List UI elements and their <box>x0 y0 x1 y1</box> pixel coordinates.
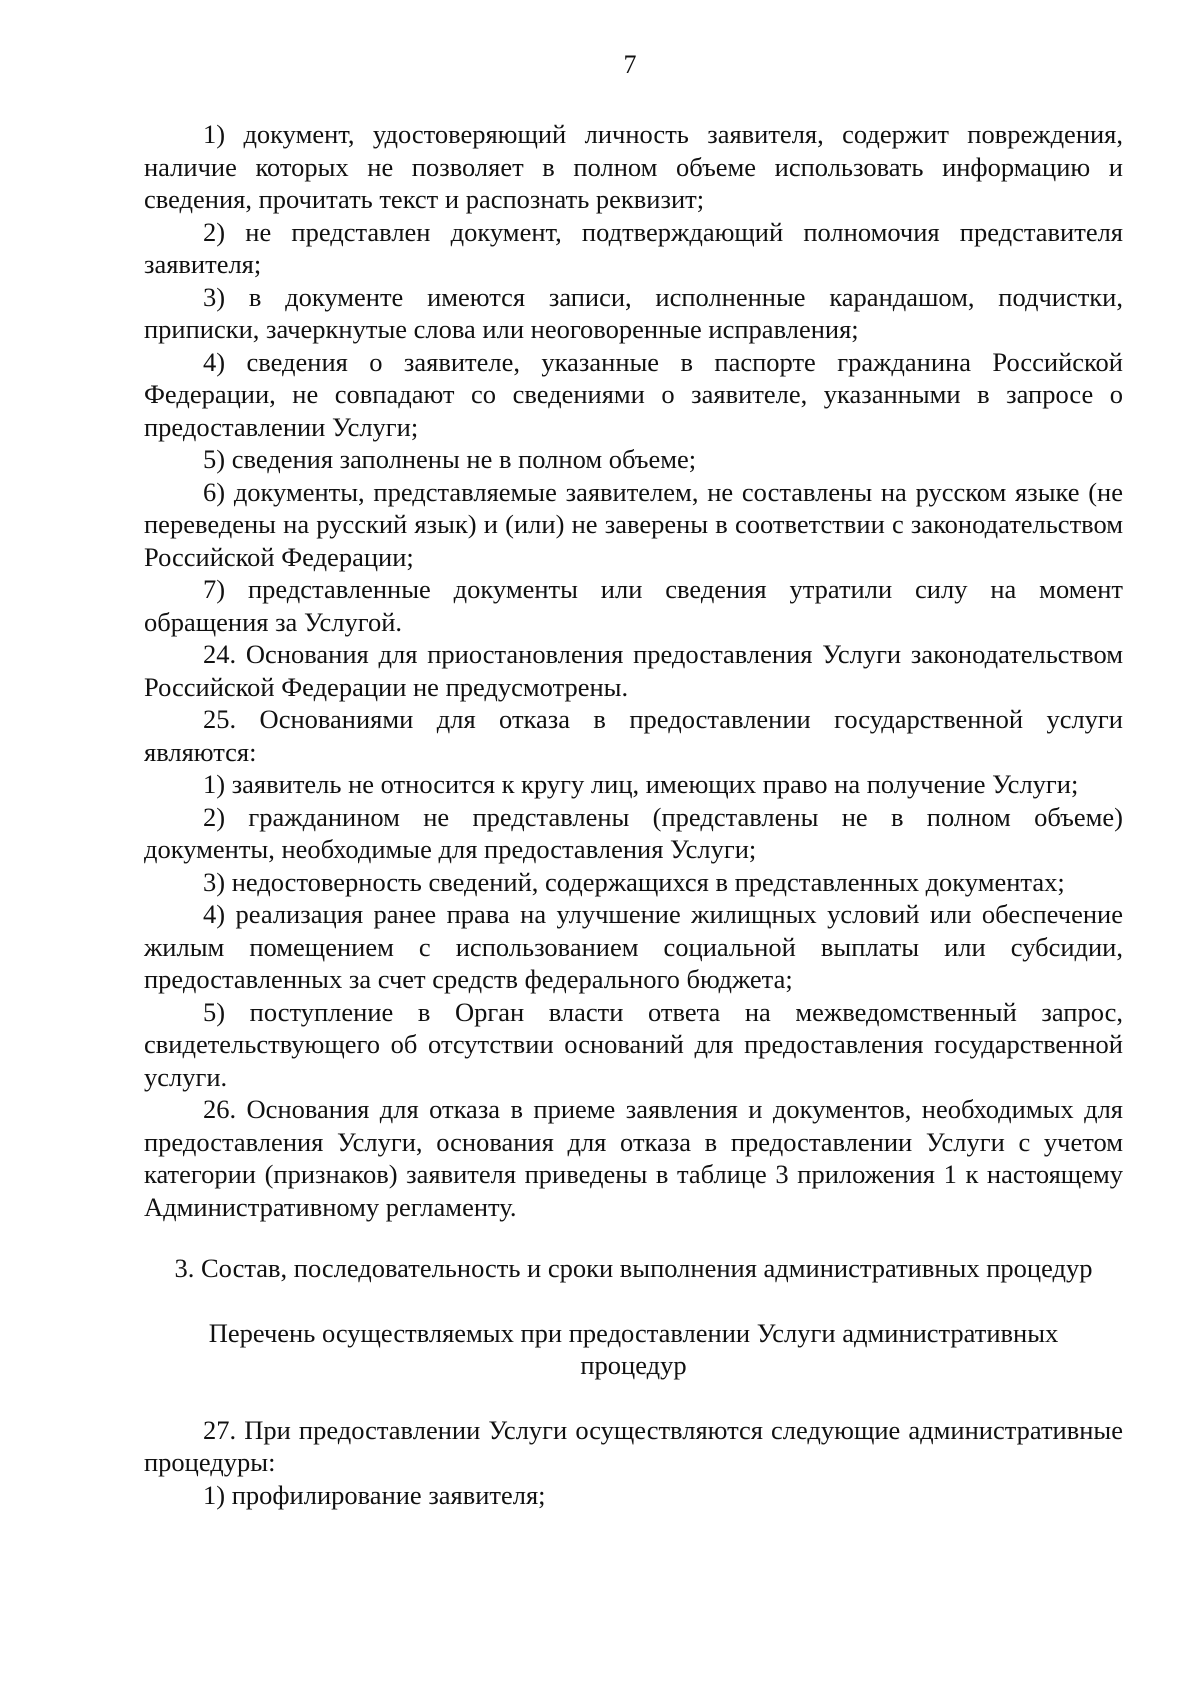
paragraph-item-4-mismatch: 4) сведения о заявителе, указанные в паспорте гражданина Российской Федерации, не совпадают со сведениями о заявителе, указанными в запросе о предоставлении Услуги; <box>144 346 1123 442</box>
paragraph-item-3-pencil-records: 3) в документе имеются записи, исполненные карандашом, подчистки, приписки, зачеркнутые слова или неоговоренные исправления; <box>144 281 1123 344</box>
paragraph-item-5-incomplete: 5) сведения заполнены не в полном объеме; <box>203 444 697 474</box>
paragraph-item-2-no-authority-doc: 2) не представлен документ, подтверждающий полномочия представителя заявителя; <box>144 216 1123 279</box>
paragraph-item-6-language: 6) документы, представляемые заявителем, не составлены на русском языке (не переведены на русский язык) и (или) не заверены в соответствии с законодательством Российской Федерации; <box>144 476 1123 572</box>
paragraph-refusal-4: 4) реализация ранее права на улучшение жилищных условий или обеспечение жилым помещением с использованием социальной выплаты или субсидии, предоставленных за счет средств федерального бюджета; <box>144 899 1123 994</box>
paragraph-clause-24: 24. Основания для приостановления предоставления Услуги законодательством Российской Федерации не предусмотрены. <box>144 639 1123 702</box>
paragraph-clause-25: 25. Основаниями для отказа в предоставлении государственной услуги являются: <box>144 704 1123 767</box>
subsection-heading: Перечень осуществляемых при предоставлении Услуги административных процедур <box>208 1317 1059 1380</box>
paragraph-refusal-1: 1) заявитель не относится к кругу лиц, имеющих право на получение Услуги; <box>203 769 1079 799</box>
paragraph-procedure-1: 1) профилирование заявителя; <box>203 1479 546 1510</box>
paragraph-refusal-2: 2) гражданином не представлены (представлены не в полном объеме) документы, необходимые для предоставления Услуги; <box>144 801 1123 864</box>
paragraph-clause-26: 26. Основания для отказа в приеме заявления и документов, необходимых для предоставления Услуги, основания для отказа в предоставлении Услуги с учетом категории (признаков) заявителя приведены в таблице 3 приложения 1 к настоящему Административному регламенту. <box>144 1094 1123 1222</box>
paragraph-item-1-damaged-id: 1) документ, удостоверяющий личность заявителя, содержит повреждения, наличие которых не позволяет в полном объеме использовать информацию и сведения, прочитать текст и распознать реквизит; <box>144 119 1123 214</box>
paragraph-item-7-expired: 7) представленные документы или сведения утратили силу на момент обращения за Услугой. <box>144 574 1123 637</box>
paragraph-refusal-5: 5) поступление в Орган власти ответа на межведомственный запрос, свидетельствующего об отсутствии оснований для предоставления государственной услуги. <box>144 996 1123 1092</box>
paragraph-clause-27: 27. При предоставлении Услуги осуществляются следующие административные процедуры: <box>144 1414 1123 1477</box>
section-heading: 3. Состав, последовательность и сроки выполнения административных процедур <box>174 1253 1093 1283</box>
document-body <box>144 118 1123 1511</box>
paragraph-refusal-3: 3) недостоверность сведений, содержащихся в представленных документах; <box>203 866 1065 897</box>
page-number: 7 <box>623 50 637 79</box>
